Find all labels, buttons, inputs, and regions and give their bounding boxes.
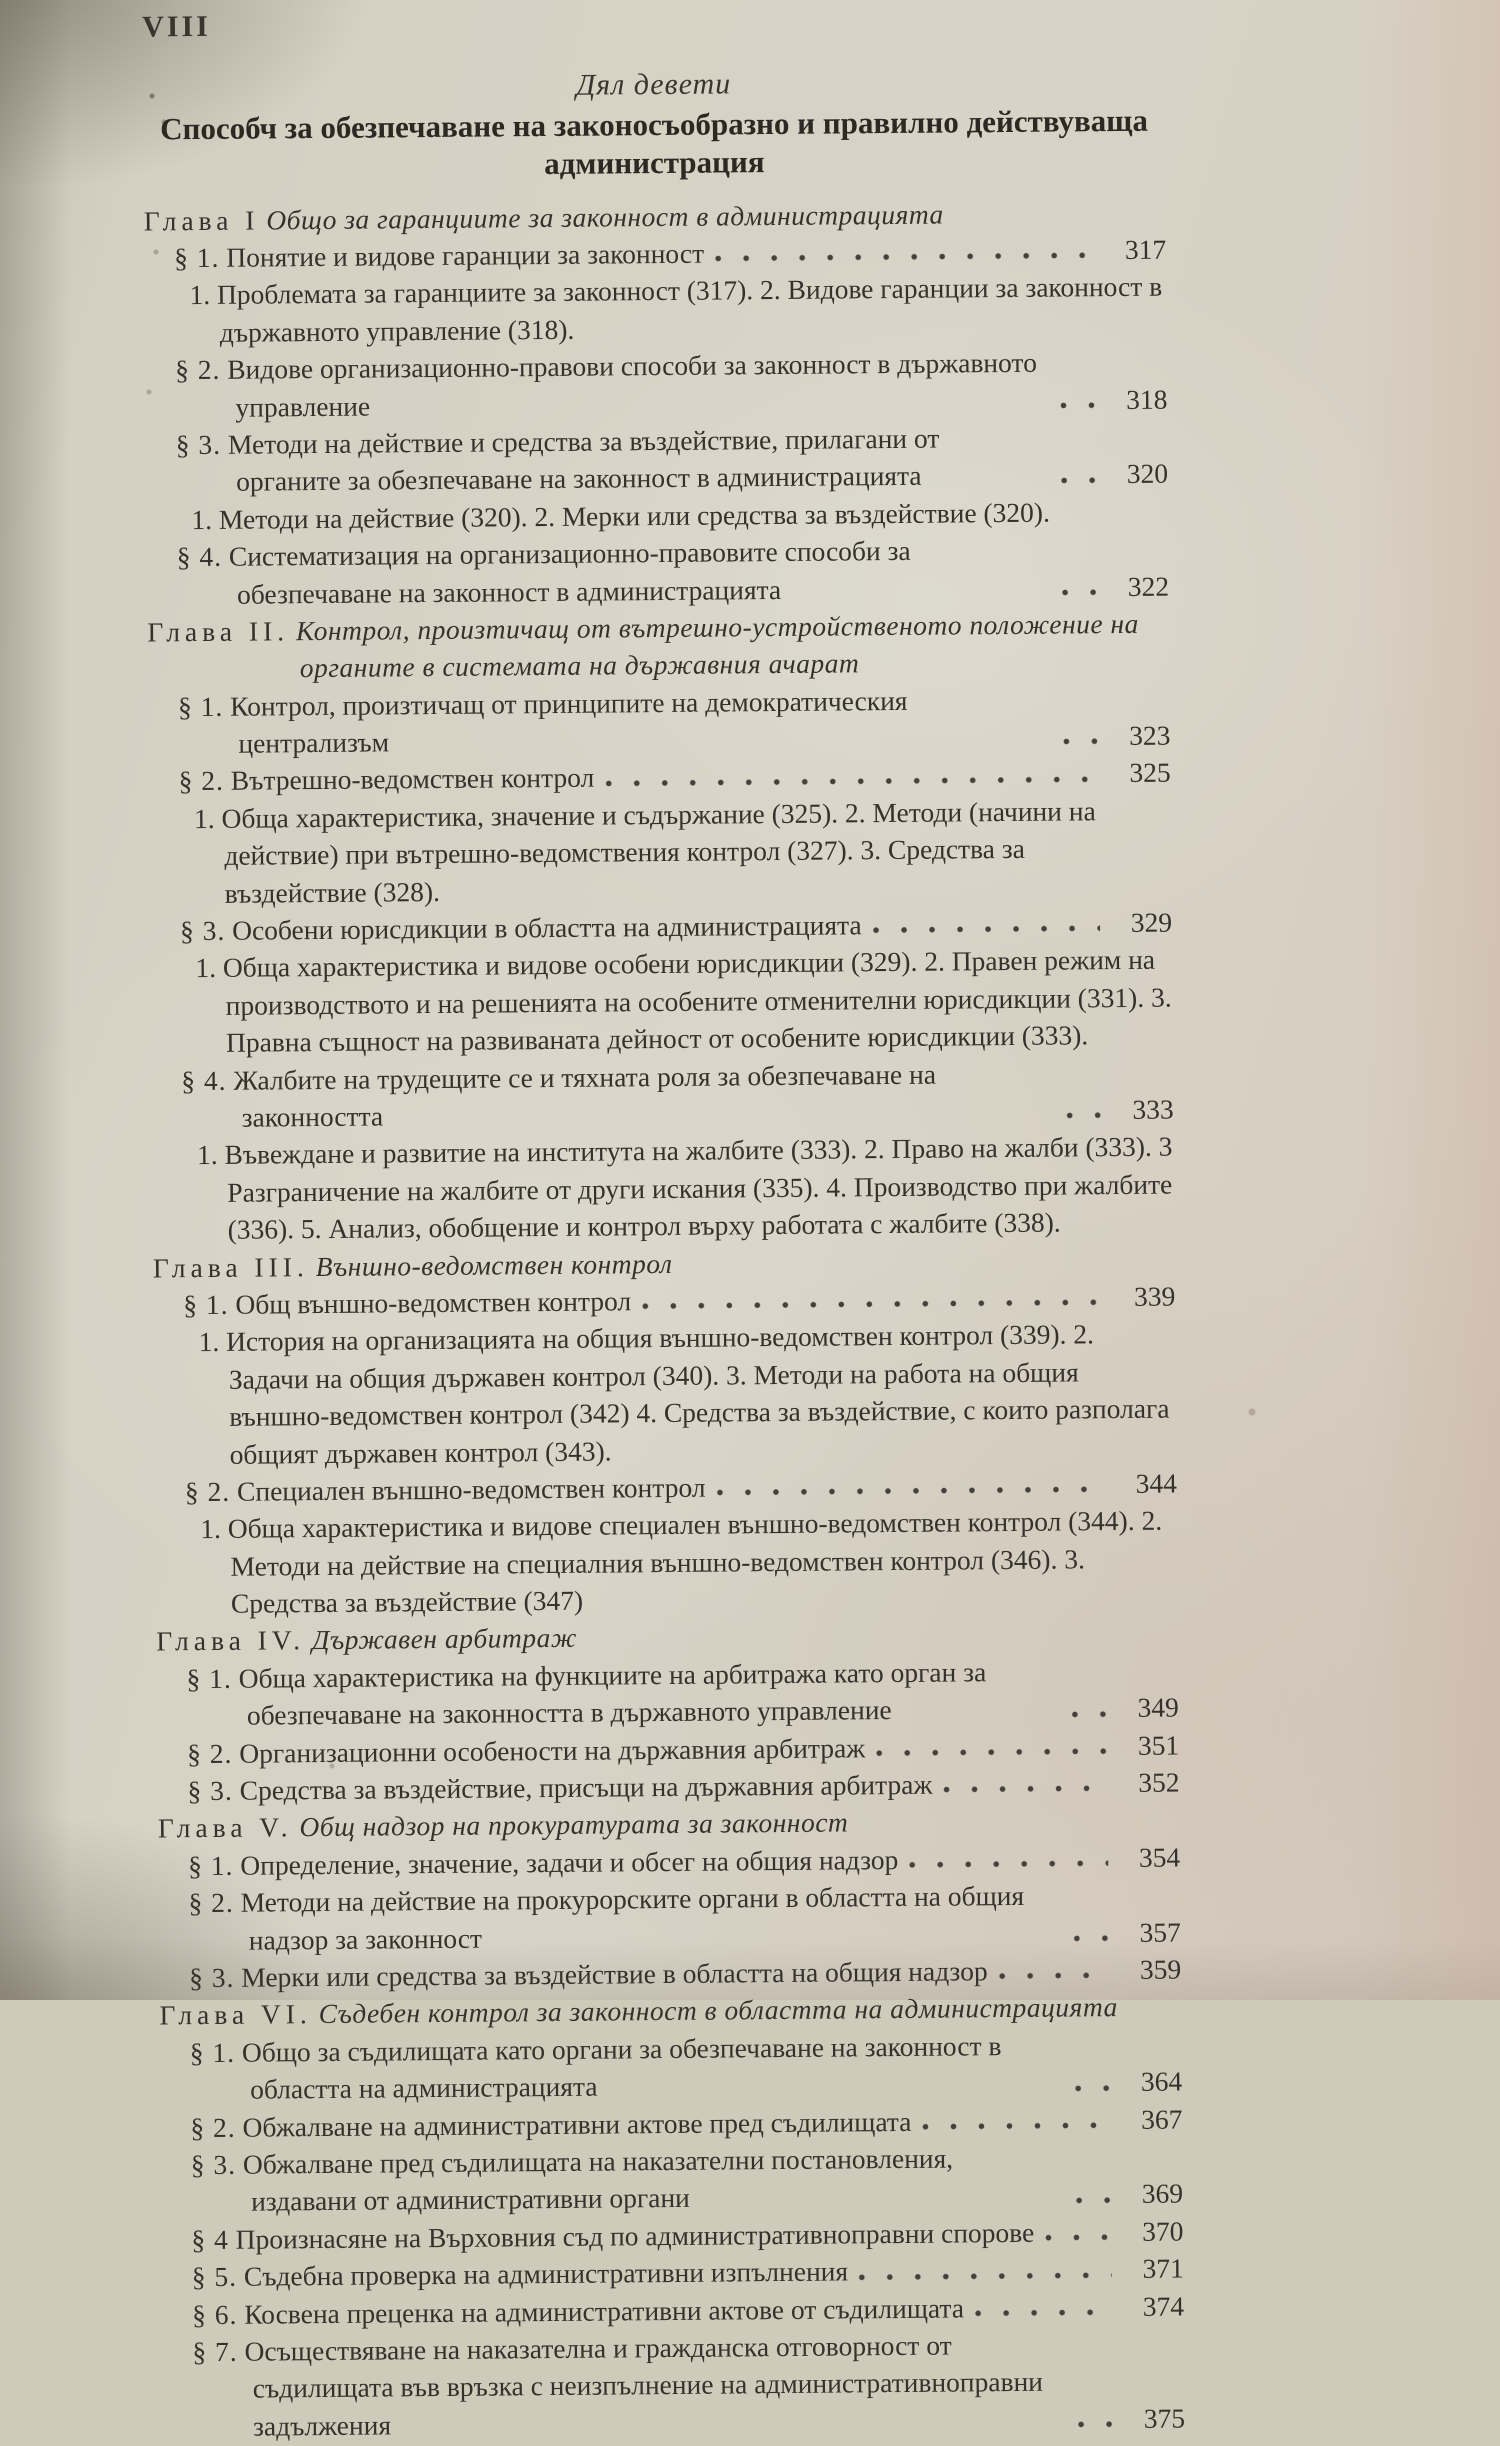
- toc-entry-note: [150, 941, 1173, 1062]
- part-heading: Способч за обезпечаване на законосъобразно и правилно действуваща администрация: [160, 102, 1149, 181]
- dot-leader: [1077, 2418, 1113, 2430]
- entry-label: Глава II.: [147, 615, 290, 648]
- entry-text: Контрол, произтичащ от принципите на демократическия централизъм: [230, 684, 908, 759]
- entry-text: Обжалване на административни актове пред съдилищата: [242, 2105, 912, 2143]
- toc-entry-section: [160, 2025, 1183, 2109]
- entry-label: Глава I: [143, 204, 260, 237]
- entry-body: [156, 1619, 577, 1660]
- entry-text: Външно-ведомствен контрол: [315, 1247, 673, 1282]
- page-ref: 344: [1135, 1467, 1178, 1499]
- entry-body: [186, 1652, 1061, 1734]
- entry-text: 1. Въвеждане и развитие на института на жалбите (333). 2. Право на жалби (333). 3 Разграничение на жалбите от други искания (335). 4. Производство при жалбите (336). 5. Анализ, обобщение и контрол върху работата с жалбите (338).: [196, 1130, 1173, 1245]
- entry-label: § 3.: [179, 914, 226, 947]
- entry-body: [191, 2138, 1066, 2220]
- entry-text: Съдебен контрол за законност в областта на администрацията: [318, 1991, 1118, 2030]
- page-ref: 371: [1142, 2252, 1184, 2284]
- toc-entry-chapter: [147, 605, 1170, 689]
- entry-text: Систематизация на организационно-правовите способи за обезпечаване на законност в администрацията: [228, 534, 911, 610]
- page-ref: 318: [1126, 383, 1168, 415]
- page-ref: 369: [1141, 2177, 1184, 2210]
- dot-leader: [1071, 1708, 1107, 1720]
- page-number: VIII: [142, 9, 211, 44]
- entry-body: [179, 759, 595, 800]
- page-ref: 370: [1142, 2215, 1184, 2247]
- toc-entry-section: [162, 2324, 1185, 2445]
- toc-entry-section: [156, 1651, 1179, 1735]
- toc-entry-note: [152, 1128, 1175, 1249]
- part-title: Дял девети: [575, 67, 732, 102]
- toc-entry-section: [145, 343, 1168, 427]
- entry-text: Произнасяне на Върховния съд по административноправни спорове: [235, 2216, 1035, 2255]
- dot-leader: [1066, 1110, 1102, 1122]
- entry-body: [153, 1245, 673, 1287]
- page-ref: 375: [1143, 2402, 1186, 2434]
- entry-text: 1. История на организацията на общия външно-ведомствен контрол (339). 2. Задачи на общия държавен контрол (340). 3. Методи на работа на общия външно-ведомствен контрол (342) 4. Средства за въздействие, с които разполага общият държавен контрол (343).: [198, 1318, 1170, 1470]
- entry-text: Организационни особености на държавния арбитраж: [239, 1731, 866, 1769]
- entry-label: § 7.: [192, 2335, 238, 2368]
- entry-body: [185, 1469, 706, 1511]
- entry-body: [187, 1766, 932, 1810]
- entry-body: [192, 2325, 1067, 2445]
- toc-entry-section: [151, 1053, 1174, 1137]
- page-ref: 329: [1130, 906, 1173, 938]
- entry-body: [175, 344, 1050, 426]
- entry-text: Общо за съдилищата като органи за обезпечаване на законност в областта на администрацията: [241, 2029, 1002, 2105]
- dot-leader: [1062, 736, 1098, 748]
- dot-leader: [716, 1483, 1105, 1498]
- entry-body: [189, 268, 1167, 351]
- entry-label: § 1.: [183, 1288, 229, 1321]
- entry-text: Обща характеристика на функциите на арбитража като орган за обезпечаване на законността в държавното управление: [238, 1656, 987, 1731]
- entry-body: [190, 2102, 911, 2146]
- toc-list: [144, 193, 1186, 2445]
- page-ref: 322: [1127, 570, 1170, 602]
- entry-text: 1. Обща характеристика и видове специален външно-ведомствен контрол (344). 2. Методи на действие на специалния външно-ведомствен контрол (346). 3. Средства за въздействие (347): [200, 1504, 1163, 1619]
- entry-body: [190, 2026, 1065, 2108]
- entry-text: 1. Обща характеристика, значение и съдържание (325). 2. Методи (начини на действие) при вътрешно-ведомствения контрол (327). 3. Средства за въздействие (328).: [193, 795, 1096, 909]
- dot-leader: [875, 1745, 1107, 1759]
- toc-entry-section: [147, 530, 1170, 614]
- entry-label: Глава III.: [152, 1250, 309, 1284]
- page-ref: 325: [1129, 757, 1171, 789]
- entry-body: [194, 791, 1172, 912]
- entry-body: [174, 235, 704, 277]
- entry-text: Общ надзор на прокуратурата за законност: [299, 1806, 849, 1843]
- entry-body: [192, 2253, 849, 2296]
- toc-entry-section: [158, 1876, 1181, 1960]
- entry-label: § 1.: [186, 1662, 232, 1695]
- dot-leader: [714, 250, 1094, 265]
- page-ref: 359: [1139, 1953, 1182, 1985]
- entry-label: § 4.: [176, 540, 223, 573]
- book-page: [142, 2, 1185, 2446]
- page-ref: 317: [1124, 233, 1167, 265]
- entry-label: § 4: [191, 2223, 229, 2255]
- page-ref: 333: [1132, 1093, 1174, 1125]
- entry-text: 1. Обща характеристика и видове особени юрисдикции (329). 2. Правен режим на производството и на решенията на особените отменителни юрисдикции (331). 3. Правна същност на развиваната дейност от особените юрисдикции (333).: [195, 944, 1172, 1059]
- dot-leader: [998, 1970, 1110, 1983]
- entry-text: Средства за въздействие, присъщи на държавния арбитраж: [239, 1768, 933, 1806]
- entry-label: § 3.: [175, 428, 222, 461]
- dot-leader: [1060, 474, 1096, 486]
- entry-text: 1. Проблемата за гаранциите за законност (317). 2. Видове гаранции за законност в държавното управление (318).: [189, 271, 1163, 348]
- dot-leader: [974, 2306, 1112, 2319]
- dot-leader: [1075, 2194, 1111, 2206]
- entry-body: [177, 531, 1052, 613]
- entry-label: § 6.: [191, 2298, 238, 2330]
- entry-text: 1. Методи на действие (320). 2. Мерки или средства за въздействие (320).: [191, 496, 1051, 535]
- toc-entry-section: [146, 418, 1169, 502]
- entry-body: [191, 2214, 1034, 2259]
- entry-body: [176, 419, 1051, 501]
- page-ref: 351: [1137, 1729, 1180, 1761]
- entry-body: [197, 1128, 1175, 1249]
- dot-leader: [858, 2269, 1112, 2283]
- entry-text: Определение, значение, задачи и обсег на общия надзор: [240, 1843, 899, 1881]
- entry-text: Мерки или средства за въздействие в областта на общия надзор: [241, 1955, 988, 1993]
- entry-text: Осъществяване на наказателна и гражданска отговорност от съдилищата във връзка с неизпълнение на административноправни задължения: [244, 2329, 1044, 2442]
- toc-entry-note: [149, 791, 1172, 912]
- entry-label: § 1.: [189, 2036, 236, 2068]
- entry-text: Видове организационно-правови способи за законност в държавното управление: [227, 346, 1038, 423]
- entry-text: Държавен арбитраж: [311, 1622, 578, 1656]
- entry-body: [181, 1054, 1056, 1136]
- entry-body: [144, 195, 944, 239]
- entry-text: Съдебна проверка на административни изпълнения: [243, 2255, 849, 2292]
- entry-text: Общ външно-ведомствен контрол: [235, 1285, 632, 1320]
- entry-label: § 2.: [190, 2111, 236, 2143]
- page-ref: 357: [1139, 1916, 1181, 1948]
- page-ref: 339: [1133, 1280, 1176, 1312]
- entry-label: § 2.: [184, 1475, 231, 1508]
- entry-body: [183, 1282, 631, 1323]
- dot-leader: [921, 2119, 1110, 2133]
- toc-entry-note: [153, 1315, 1176, 1473]
- entry-text: Специален външно-ведомствен контрол: [236, 1471, 706, 1507]
- dot-leader: [872, 923, 1100, 937]
- entry-body: [147, 605, 1139, 688]
- entry-label: § 1.: [177, 690, 224, 722]
- entry-label: § 2.: [187, 1737, 233, 1769]
- entry-label: § 1.: [188, 1849, 234, 1882]
- entry-label: § 3.: [187, 1774, 233, 1807]
- entry-label: Глава VI.: [159, 1998, 312, 2031]
- dot-leader: [641, 1297, 1103, 1313]
- entry-text: Косвена преценка на административни актове от съдилищата: [244, 2291, 965, 2330]
- dot-leader: [1059, 399, 1095, 411]
- entry-text: Вътрешно-ведомствен контрол: [230, 762, 595, 797]
- toc-entry-section: [148, 679, 1171, 763]
- entry-text: Жалбите на трудещите се и тяхната роля за обезпечаване на законността: [233, 1058, 937, 1133]
- page-ref: 352: [1138, 1766, 1180, 1798]
- entry-body: [188, 1841, 898, 1885]
- entry-label: § 2.: [175, 354, 221, 386]
- entry-text: Общо за гаранциите за законност в администрацията: [266, 198, 944, 236]
- entry-body: [180, 906, 862, 949]
- toc-entry-section: [161, 2137, 1184, 2221]
- entry-body: [200, 1502, 1178, 1623]
- toc-entry-note: [155, 1502, 1178, 1623]
- dot-leader: [1074, 2082, 1110, 2094]
- entry-text: Контрол, произтичащ от вътрешно-устройственото положение на органите в системата на държавния ачарат: [295, 607, 1139, 684]
- page-ref: 320: [1126, 457, 1169, 490]
- dot-leader: [1044, 2231, 1111, 2244]
- entry-label: § 4.: [181, 1064, 227, 1096]
- page-ref: 323: [1128, 719, 1171, 752]
- entry-label: § 5.: [191, 2260, 238, 2293]
- dot-leader: [1061, 586, 1097, 598]
- entry-label: § 1.: [174, 241, 220, 274]
- dot-leader: [604, 773, 1099, 789]
- entry-text: Методи на действие на прокурорските органи в областта на общия надзор за законност: [240, 1880, 1025, 1956]
- page-ref: 364: [1140, 2065, 1183, 2098]
- entry-body: [158, 1804, 849, 1847]
- dot-leader: [908, 1857, 1108, 1871]
- dot-leader: [942, 1783, 1107, 1796]
- toc-entry-note: [144, 268, 1167, 352]
- page-ref: 374: [1142, 2290, 1185, 2322]
- entry-body: [178, 680, 1053, 762]
- entry-body: [187, 1729, 865, 1772]
- entry-text: Методи на действие и средства за въздействие, прилагани от органите за обезпечаване на законност в администрацията: [227, 422, 940, 498]
- entry-body: [195, 941, 1173, 1062]
- entry-body: [188, 1877, 1063, 1959]
- entry-label: § 3.: [190, 2148, 237, 2181]
- entry-text: Обжалване пред съдилищата на наказателни постановления, издавани от административни органи: [242, 2142, 954, 2217]
- page-ref: 349: [1137, 1691, 1179, 1724]
- page-ref: 367: [1141, 2103, 1183, 2135]
- entry-label: § 2.: [188, 1886, 234, 1919]
- entry-text: Особени юрисдикции в областта на администрацията: [232, 909, 862, 946]
- entry-body: [198, 1315, 1176, 1473]
- page-ref: 354: [1138, 1841, 1181, 1873]
- entry-label: § 3.: [189, 1961, 235, 1994]
- entry-label: Глава V.: [157, 1811, 293, 1844]
- entry-label: Глава IV.: [156, 1624, 306, 1657]
- entry-text: Понятие и видове гаранции за законност: [226, 237, 705, 273]
- entry-label: § 2.: [178, 765, 225, 797]
- dot-leader: [1073, 1932, 1109, 1944]
